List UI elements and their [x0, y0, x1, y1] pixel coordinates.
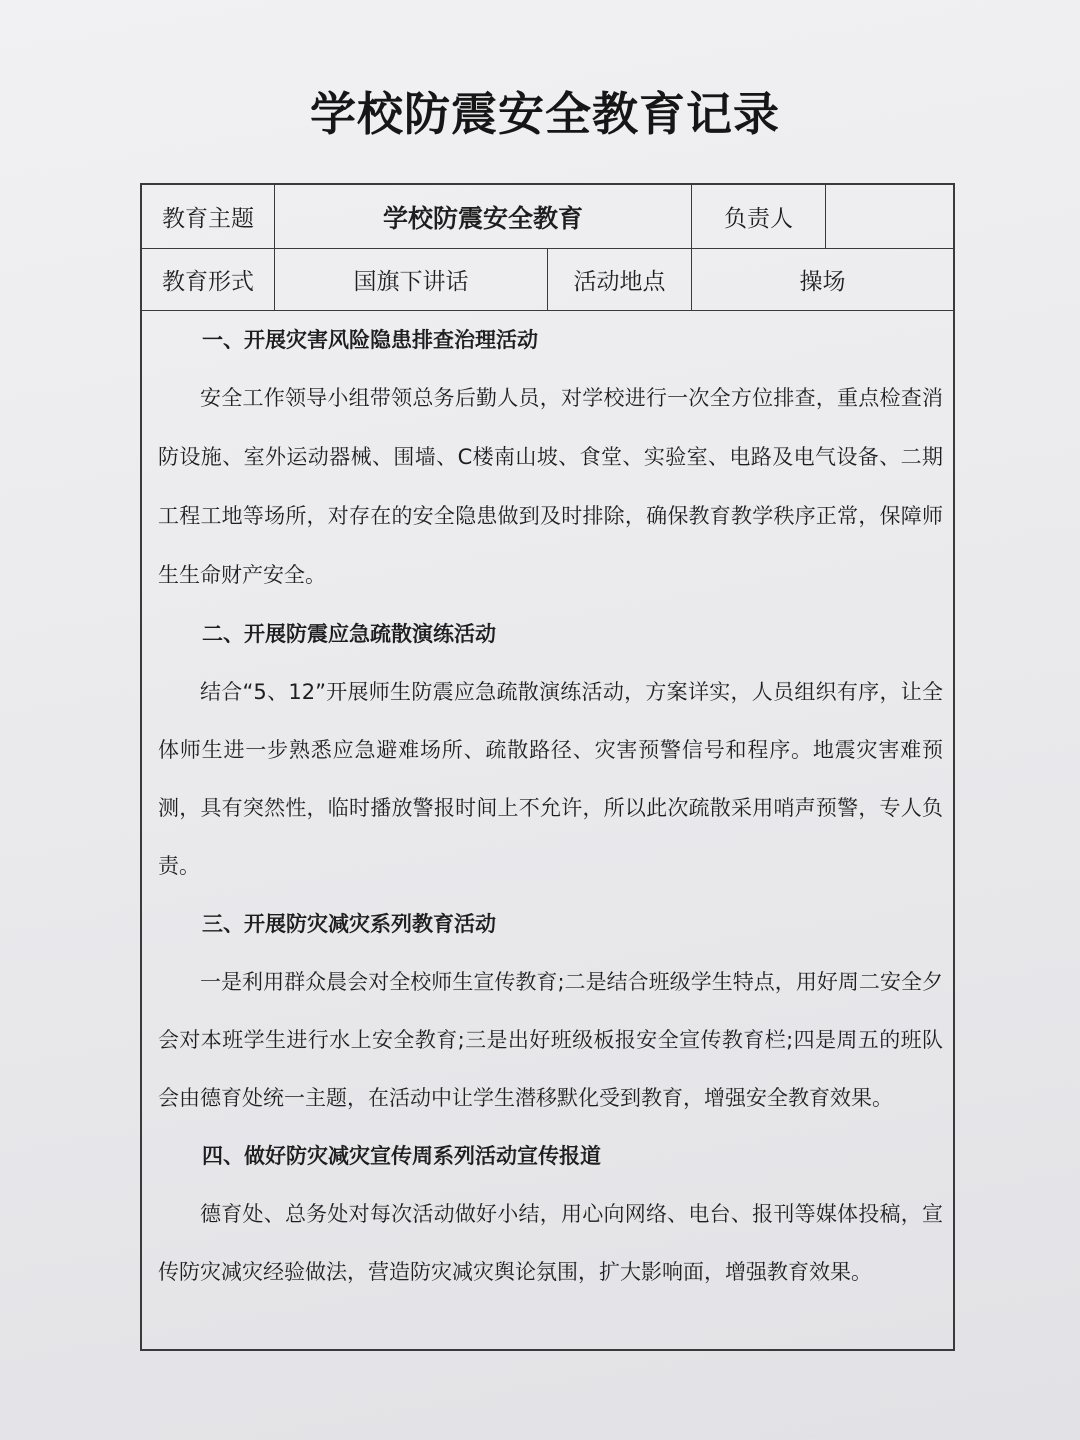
topic-value: 学校防震安全教育 [274, 185, 691, 248]
page-title: 学校防震安全教育记录 [310, 87, 780, 141]
section-2 [158, 605, 943, 895]
section-1 [158, 311, 943, 605]
section-body: 德育处、总务处对每次活动做好小结，用心向网络、电台、报刊等媒体投稿，宣传防灾减灾经验做法，营造防灾减灾舆论氛围，扩大影响面，增强教育效果。 [158, 1202, 943, 1284]
section-heading: 四、做好防灾减灾宣传周系列活动宣传报道 [202, 1144, 601, 1168]
topic-label: 教育主题 [162, 206, 254, 232]
section-body: 一是利用群众晨会对全校师生宣传教育;二是结合班级学生特点，用好周二安全夕会对本班学生进行水上安全教育;三是出好班级板报安全宣传教育栏;四是周五的班队会由德育处统一主题，在活动中让学生潜移默化受到教育，增强安全教育效果。 [158, 970, 943, 1110]
header-row-form [142, 249, 953, 311]
section-heading: 一、开展灾害风险隐患排查治理活动 [202, 328, 538, 352]
form-label: 教育形式 [162, 269, 254, 295]
section-3 [158, 895, 943, 1127]
person-value [825, 185, 953, 248]
section-heading: 二、开展防震应急疏散演练活动 [202, 622, 496, 646]
header-row-topic [142, 185, 953, 249]
place-label: 活动地点 [547, 249, 691, 310]
person-label: 负责人 [691, 185, 825, 248]
place-value: 操场 [691, 249, 953, 310]
section-body: 安全工作领导小组带领总务后勤人员，对学校进行一次全方位排查，重点检查消防设施、室外运动器械、围墙、C楼南山坡、食堂、实验室、电路及电气设备、二期工程工地等场所，对存在的安全隐患做到及时排除，确保教育教学秩序正常，保障师生生命财产安全。 [158, 386, 943, 587]
record-form [140, 183, 955, 1351]
form-value: 国旗下讲话 [274, 249, 547, 310]
record-content [142, 311, 953, 1351]
section-4 [158, 1127, 943, 1301]
section-heading: 三、开展防灾减灾系列教育活动 [202, 912, 496, 936]
section-body: 结合“5、12”开展师生防震应急疏散演练活动，方案详实，人员组织有序，让全体师生进一步熟悉应急避难场所、疏散路径、灾害预警信号和程序。地震灾害难预测，具有突然性，临时播放警报时间上不允许，所以此次疏散采用哨声预警，专人负责。 [158, 680, 943, 878]
